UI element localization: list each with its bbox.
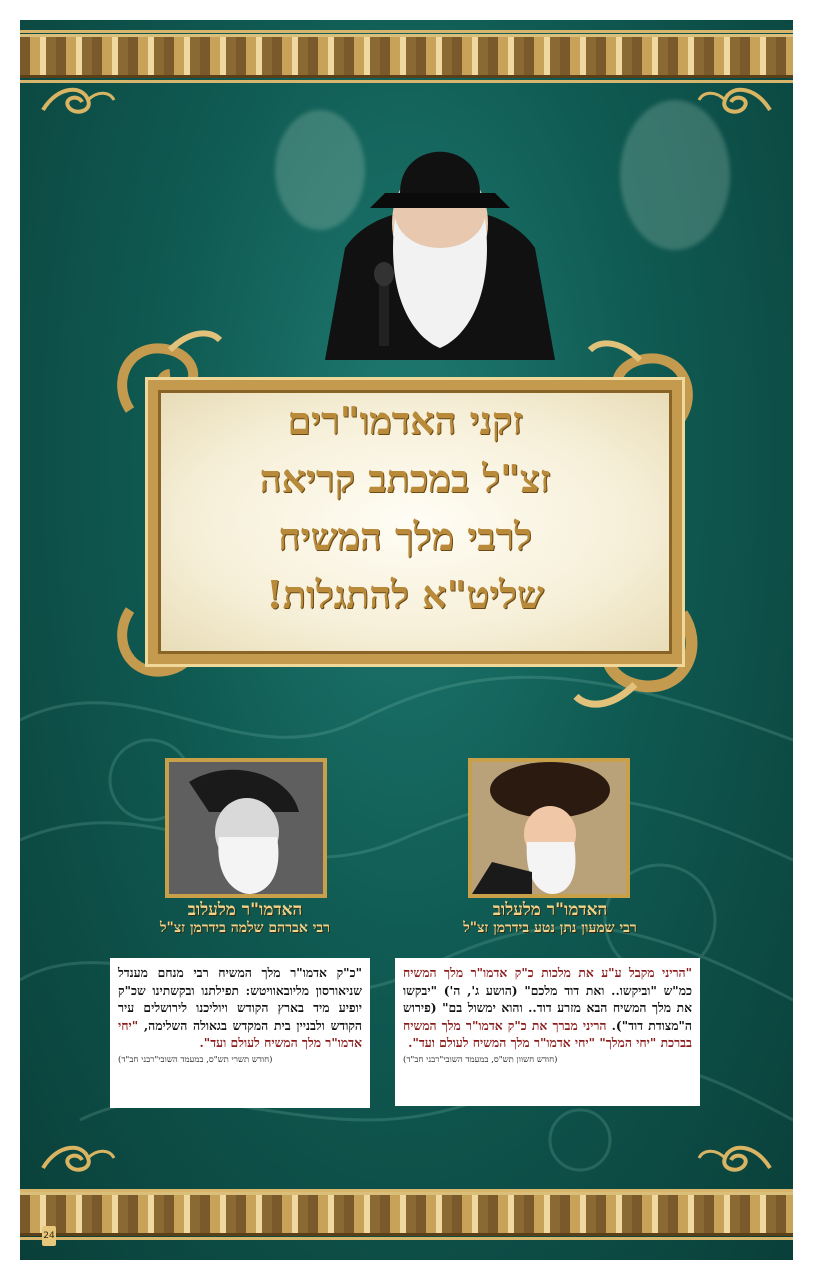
plaque-title-line: לרבי מלך המשיח: [278, 514, 532, 559]
right-quote-source: (חודש חשוון תש"ס, במעמד השובי"רבני חב"ד): [403, 1054, 558, 1065]
left-quote-source: (חודש תשרי תש"ס, במעמד השובי"רבני חב"ד): [118, 1054, 273, 1065]
left-quote-box: [110, 958, 370, 1108]
bottom-border-line-inner: [20, 1237, 793, 1240]
poster-page: [20, 20, 793, 1260]
right-quote-accent-end: הריני מברך את כ"ק אדמו"ר מלך המשיח בברכת "יחי המלך" "יחי אדמו"ר מלך המשיח לעולם ועד".: [403, 1017, 692, 1050]
left-name-title: האדמו"ר מלעלוב: [187, 900, 303, 920]
plaque-title: [148, 392, 662, 624]
left-name-full: רבי אברהם שלמה בידרמן זצ"ל: [160, 920, 330, 936]
ghost-portrait-right: [620, 100, 730, 250]
top-border-line: [20, 30, 793, 33]
left-quote-text: "כ"ק אדמו"ר מלך המשיח רבי מנחם מענדל שניאורסון מליובאוויטש: תפילתנו ובקשתינו שכ"ק יופיע מיד בארץ הקודש ויוליכנו לירושלים עיר הקודש ולבניין בית המקדש בגאולה השלימה,: [118, 965, 362, 1033]
page-number: 24: [42, 1226, 56, 1246]
right-portrait-photo: [468, 758, 630, 898]
corner-flourish-icon: [695, 1138, 775, 1178]
right-quote-text: כמ"ש "וביקשו.. ואת דוד מלכם" (הושע ג', ה') "יבקשו את מלך המשיח הבא מזרע דוד.. והוא ימשול בם" (פירוש ה"מצודת דוד").: [403, 982, 692, 1033]
right-name-caption: [430, 900, 670, 937]
top-ornamental-border: [20, 34, 793, 78]
right-quote-box: [395, 958, 700, 1106]
plaque-title-line: זקני האדמו"רים: [287, 398, 523, 443]
top-border-line-inner: [20, 80, 793, 83]
plaque-title-line: שליט"א להתגלות!: [266, 572, 544, 617]
left-name-caption: [130, 900, 360, 937]
corner-flourish-icon: [38, 80, 118, 120]
main-portrait-image: [325, 98, 555, 360]
left-quote-accent: "יחי אדמו"ר מלך המשיח לעולם ועד".: [118, 1017, 362, 1050]
right-quote-accent-start: "הריני מקבל ע"ע את מלכות כ"ק אדמו"ר מלך המשיח: [403, 965, 692, 980]
left-portrait-photo: [165, 758, 327, 898]
right-name-title: האדמו"ר מלעלוב: [492, 900, 608, 920]
right-name-full: רבי שמעון נתן נטע בידרמן זצ"ל: [463, 920, 637, 936]
title-plaque: [120, 350, 690, 670]
bottom-ornamental-border: [20, 1192, 793, 1236]
corner-flourish-icon: [38, 1138, 118, 1178]
plaque-title-line: זצ"ל במכתב קריאה: [259, 456, 551, 501]
